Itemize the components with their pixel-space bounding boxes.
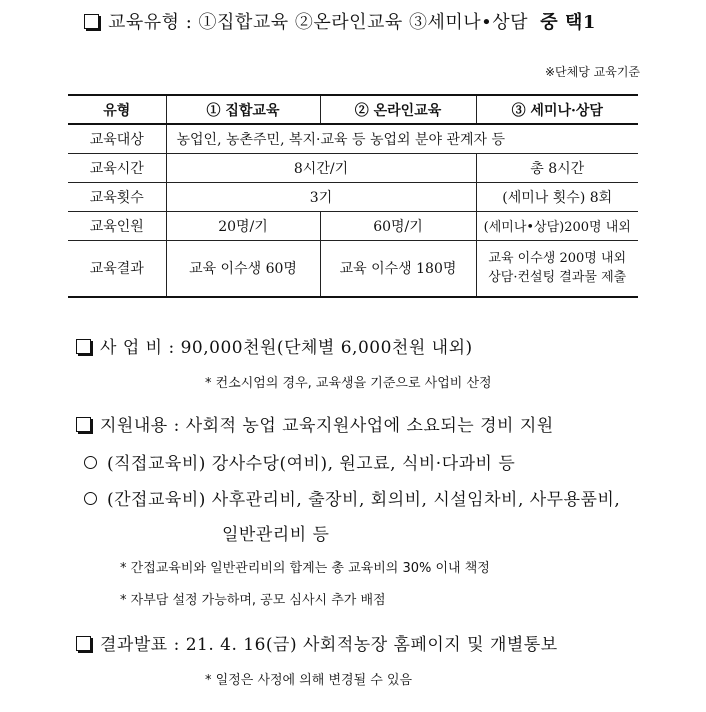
circle-bullet-icon [84,456,97,469]
people-b: 60명/기 [320,211,476,240]
table-row [68,124,638,153]
circle-bullet-icon [84,492,97,505]
row-label: 교육시간 [68,153,166,182]
result-label: 결과발표 : 21. 4. 16(금) 사회적농장 홈페이지 및 개별통보 [100,635,558,655]
row-label: 교육결과 [68,240,166,297]
budget-heading [76,333,473,358]
count-ab: 3기 [166,182,476,211]
people-a: 20명/기 [166,211,320,240]
support-note-2: * 자부담 설정 가능하며, 공모 심사시 추가 배점 [120,593,386,608]
support-indirect [84,485,620,510]
header-offline: ① 집합교육 [166,95,320,124]
time-ab: 8시간/기 [166,153,476,182]
result-c-line1: 교육 이수생 200명 내외 [488,251,627,267]
table-row [68,240,638,297]
header-type: 유형 [68,95,166,124]
table-row [68,211,638,240]
target-value: 농업인, 농촌주민, 복지·교육 등 농업외 분야 관계자 등 [166,124,638,153]
row-label: 교육인원 [68,211,166,240]
edu-table [68,94,638,298]
table-row [68,153,638,182]
table-header-row [68,95,638,124]
checkbox-icon [84,14,99,29]
people-c: (세미나•상담)200명 내외 [476,211,638,240]
support-indirect-text: (간접교육비) 사후관리비, 출장비, 회의비, 시설임차비, 사무용품비, [107,490,621,510]
result-c-line2: 상담·컨설팅 결과물 제출 [488,270,627,286]
table-row [68,182,638,211]
support-heading [76,411,554,436]
edu-type-label: 교육유형 : ①집합교육 ②온라인교육 ③세미나•상담 [108,12,529,33]
header-seminar: ③ 세미나·상담 [476,95,638,124]
count-c: (세미나 횟수) 8회 [476,182,638,211]
result-b: 교육 이수생 180명 [320,240,476,297]
support-indirect-cont: 일반관리비 등 [222,525,330,545]
result-heading [76,630,558,655]
result-note: * 일정은 사정에 의해 변경될 수 있음 [205,673,413,688]
checkbox-icon [76,417,91,432]
row-label: 교육횟수 [68,182,166,211]
row-label: 교육대상 [68,124,166,153]
edu-type-choice: 중 택1 [540,12,596,33]
support-note-1: * 간접교육비와 일반관리비의 합계는 총 교육비의 30% 이내 책정 [120,561,490,576]
result-a: 교육 이수생 60명 [166,240,320,297]
time-c: 총 8시간 [476,153,638,182]
edu-type-heading [84,8,596,34]
support-label: 지원내용 : 사회적 농업 교육지원사업에 소요되는 경비 지원 [100,416,554,436]
budget-note: * 컨소시엄의 경우, 교육생을 기준으로 사업비 산정 [205,376,492,391]
support-direct-text: (직접교육비) 강사수당(여비), 원고료, 식비·다과비 등 [107,454,516,474]
checkbox-icon [76,636,91,651]
result-c [476,240,638,297]
unit-note: ※단체당 교육기준 [544,65,640,79]
support-direct [84,449,515,474]
budget-label: 사 업 비 : 90,000천원(단체별 6,000천원 내외) [100,338,473,358]
header-online: ② 온라인교육 [320,95,476,124]
checkbox-icon [76,339,91,354]
